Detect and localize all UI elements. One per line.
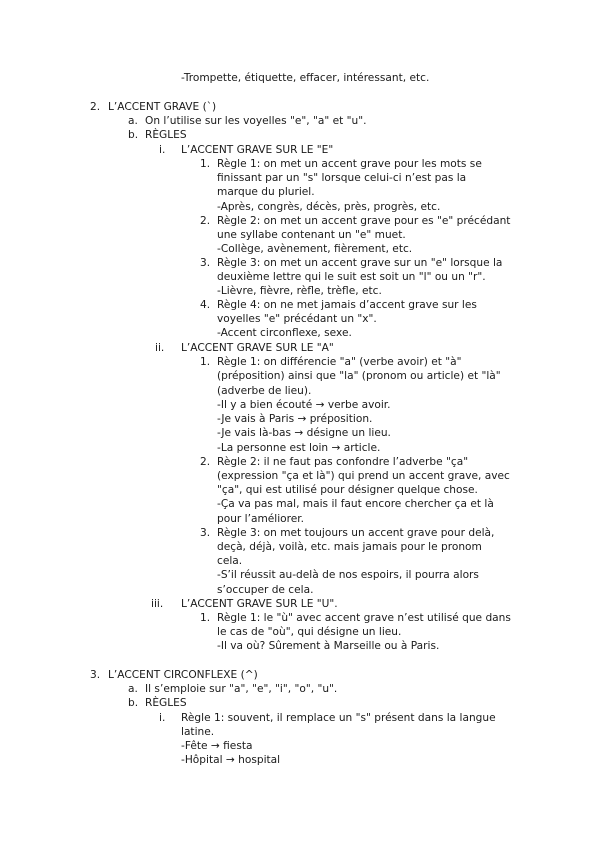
rule-number: 3. <box>200 527 211 539</box>
rule-example: pour l’améliorer. <box>217 513 305 525</box>
rule-example: -Accent circonflexe, sexe. <box>217 327 352 339</box>
rule-example: -Après, congrès, décès, près, progrès, etc. <box>217 201 441 213</box>
rule-line: Règle 3: on met toujours un accent grave pour delà, <box>217 527 495 539</box>
section-3-b-marker: b. <box>128 697 139 709</box>
section-2-a-text: On l’utilise sur les voyelles "e", "a" et "u". <box>145 115 367 127</box>
rule-example: -Ça va pas mal, mais il faut encore chercher ça et là <box>217 498 494 510</box>
rule-line: (adverbe de lieu). <box>217 385 312 397</box>
rule-line: Règle 1: on met un accent grave pour les mots se <box>217 158 482 170</box>
rule-line: Règle 2: on met un accent grave pour es "e" précédant <box>217 215 511 227</box>
subsection-i-heading: L’ACCENT GRAVE SUR LE "E" <box>181 144 334 156</box>
section-2-b-text: RÈGLES <box>145 129 187 141</box>
rule-line: deuxième lettre qui le suit est soit un "l" ou un "r". <box>217 271 486 283</box>
section-3-title: L’ACCENT CIRCONFLEXE (^) <box>108 669 258 681</box>
rule-line: (préposition) ainsi que "la" (pronom ou article) et "là" <box>217 370 501 382</box>
rule-line: Règle 2: il ne faut pas confondre l’adverbe "ça" <box>217 456 469 468</box>
rule-line: (expression "ça et là") qui prend un accent grave, avec <box>217 470 510 482</box>
rule-line: Règle 4: on ne met jamais d’accent grave sur les <box>217 299 477 311</box>
subsection-iii-marker: iii. <box>151 598 164 610</box>
rule-example: -Collège, avènement, fièrement, etc. <box>217 243 413 255</box>
rule-number: 2. <box>200 215 211 227</box>
rule-number: 1. <box>200 158 211 170</box>
rule-line: Règle 1: on différencie "a" (verbe avoir) et "à" <box>217 356 462 368</box>
rule-number: 1. <box>200 356 211 368</box>
rule-line: Règle 1: souvent, il remplace un "s" présent dans la langue <box>181 712 496 724</box>
subsection-iii-heading: L’ACCENT GRAVE SUR LE "U". <box>181 598 338 610</box>
section-3-a-marker: a. <box>128 683 138 695</box>
section-3-number: 3. <box>90 669 101 681</box>
rule-line: marque du pluriel. <box>217 186 315 198</box>
rule-example: -Lièvre, fièvre, rèfle, trèfle, etc. <box>217 285 382 297</box>
rule-number: 1. <box>200 612 211 624</box>
rule-example: -Je vais à Paris → préposition. <box>217 413 373 425</box>
section-3-b-text: RÈGLES <box>145 697 187 709</box>
section-2-b-marker: b. <box>128 129 139 141</box>
rule-example: -Il va où? Sûrement à Marseille ou à Paris. <box>217 640 440 652</box>
rule-example: -Fête → fiesta <box>181 740 253 752</box>
section-2-a-marker: a. <box>128 115 138 127</box>
rule-number: 2. <box>200 456 211 468</box>
section-3-a-text: Il s’emploie sur "a", "e", "i", "o", "u". <box>145 683 338 695</box>
rule-line: le cas de "où", qui désigne un lieu. <box>217 626 402 638</box>
subsection-ii-marker: ii. <box>155 342 165 354</box>
rule-number: 3. <box>200 257 211 269</box>
rule-example: -La personne est loin → article. <box>217 442 381 454</box>
subsection-i-marker: i. <box>159 144 166 156</box>
rule-example: -Il y a bien écouté → verbe avoir. <box>217 399 391 411</box>
section-2-title: L’ACCENT GRAVE (`) <box>108 101 217 113</box>
rule-line: une syllabe contenant un "e" muet. <box>217 229 406 241</box>
rule-example: -Je vais là-bas → désigne un lieu. <box>217 427 391 439</box>
rule-line: finissant par un "s" lorsque celui-ci n’est pas la <box>217 172 467 184</box>
rule-line: "ça", qui est utilisé pour désigner quelque chose. <box>217 484 478 496</box>
top-example: -Trompette, étiquette, effacer, intéressant, etc. <box>181 72 430 84</box>
rule-example: s’occuper de cela. <box>217 584 314 596</box>
rule-example: -S’il réussit au-delà de nos espoirs, il pourra alors <box>217 569 479 581</box>
rule-line: Règle 1: le "ù" avec accent grave n’est utilisé que dans <box>217 612 511 624</box>
rule-line: Règle 3: on met un accent grave sur un "e" lorsque la <box>217 257 503 269</box>
rule-line: deçà, déjà, voilà, etc. mais jamais pour le pronom <box>217 541 482 553</box>
rule-number: 4. <box>200 299 211 311</box>
rule-line: latine. <box>181 726 215 738</box>
rule-line: voyelles "e" précédant un "x". <box>217 313 377 325</box>
rule-example: -Hôpital → hospital <box>181 754 281 766</box>
section-3-i-marker: i. <box>159 712 166 724</box>
rule-line: cela. <box>217 555 243 567</box>
section-2-number: 2. <box>90 101 101 113</box>
subsection-ii-heading: L’ACCENT GRAVE SUR LE "A" <box>181 342 334 354</box>
